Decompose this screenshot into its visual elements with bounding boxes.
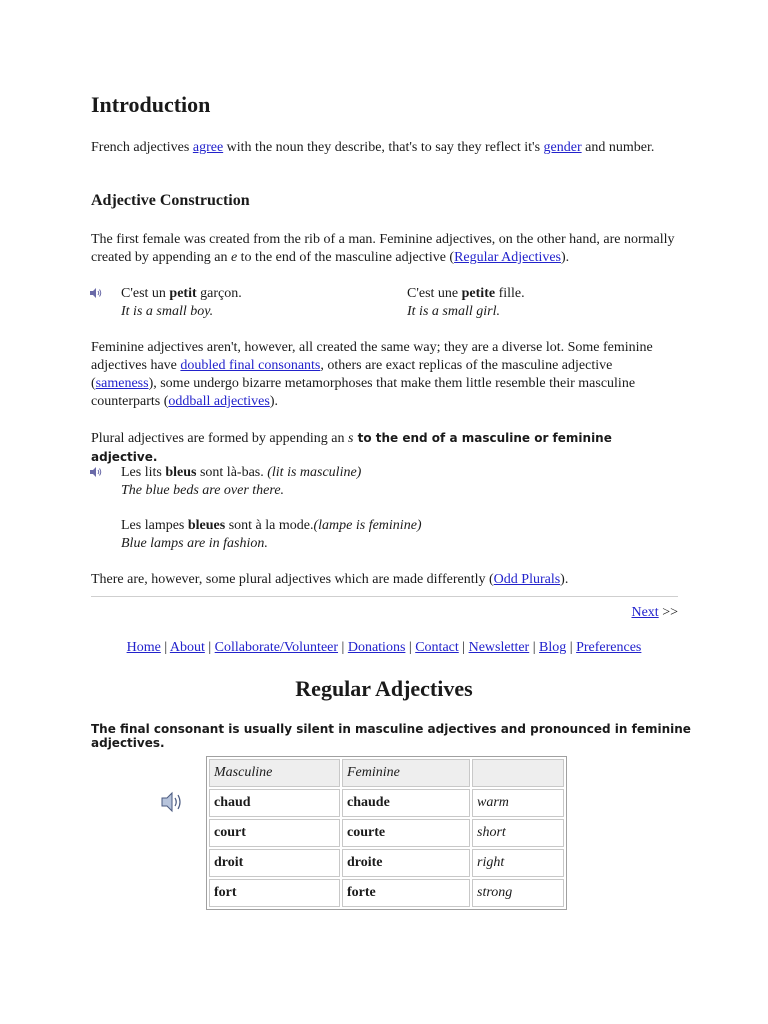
table-row bbox=[209, 849, 564, 877]
nav-donations-link[interactable]: Donations bbox=[347, 640, 406, 655]
example-masculine bbox=[121, 285, 242, 321]
section-title: Regular Adjectives bbox=[295, 676, 473, 701]
page-title: Introduction bbox=[91, 92, 211, 117]
text: Plural adjectives are formed by appending an bbox=[91, 431, 348, 446]
translation-cell: right bbox=[472, 849, 564, 877]
text: with the noun they describe, that's to say they reflect it's bbox=[223, 140, 544, 155]
intro-paragraph bbox=[91, 139, 681, 157]
feminine-paragraph bbox=[91, 339, 681, 411]
sameness-link[interactable]: sameness bbox=[95, 376, 149, 391]
example-feminine bbox=[407, 285, 525, 321]
text: French adjectives bbox=[91, 140, 193, 155]
nav-blog-link[interactable]: Blog bbox=[539, 640, 567, 655]
footer-nav: Home | About | Collaborate/Volunteer | Donations | Contact | Newsletter | Blog | Preferences bbox=[126, 640, 642, 655]
nav-about-link[interactable]: About bbox=[169, 640, 205, 655]
example-sentence bbox=[121, 464, 361, 482]
header-cell: Feminine bbox=[342, 759, 470, 787]
feminine-cell: droite bbox=[342, 849, 470, 877]
text: Feminine adjectives aren't, however, all created the same way; they are a diverse lot. Some feminine adjectives have bbox=[91, 340, 653, 373]
header-cell: Masculine bbox=[209, 759, 340, 787]
translation-cell: short bbox=[472, 819, 564, 847]
regular-adjectives-link[interactable]: Regular Adjectives bbox=[454, 250, 562, 265]
doubled-consonants-link[interactable]: doubled final consonants bbox=[180, 358, 321, 373]
feminine-cell: courte bbox=[342, 819, 470, 847]
text: e bbox=[230, 250, 238, 265]
table-row bbox=[209, 819, 564, 847]
nav-preferences-link[interactable]: Preferences bbox=[576, 640, 642, 655]
next-nav bbox=[631, 605, 678, 621]
translation-cell: strong bbox=[472, 879, 564, 907]
speaker-icon[interactable] bbox=[90, 467, 102, 477]
text: ). bbox=[269, 394, 278, 409]
nav-newsletter-link[interactable]: Newsletter bbox=[468, 640, 530, 655]
example-sentence bbox=[121, 285, 242, 303]
speaker-icon[interactable] bbox=[90, 288, 102, 298]
table-header-row bbox=[209, 759, 564, 787]
text: ). bbox=[560, 572, 569, 587]
text: (lit is masculine) bbox=[267, 465, 362, 480]
text: to the end of a masculine or feminine adjective. bbox=[91, 431, 612, 464]
odd-plurals-link[interactable]: Odd Plurals bbox=[493, 572, 561, 587]
text: garçon. bbox=[196, 286, 242, 301]
table-row bbox=[209, 789, 564, 817]
agree-link[interactable]: agree bbox=[192, 140, 224, 155]
nav-contact-link[interactable]: Contact bbox=[415, 640, 459, 655]
text: bleus bbox=[165, 465, 197, 480]
text: , others are exact replicas of the masculine adjective ( bbox=[91, 358, 613, 391]
next-arrows: >> bbox=[658, 605, 678, 620]
text: fille. bbox=[495, 286, 525, 301]
text: ), some undergo bizarre metamorphoses that make them little resemble their masculine counterparts ( bbox=[91, 376, 636, 409]
plural-paragraph bbox=[91, 429, 681, 467]
text: and number. bbox=[581, 140, 655, 155]
text: C'est une bbox=[407, 286, 462, 301]
text: Les lampes bbox=[121, 518, 188, 533]
masculine-cell: fort bbox=[209, 879, 340, 907]
regular-note: The final consonant is usually silent in masculine adjectives and pronounced in feminine adjectives. bbox=[91, 722, 691, 750]
nav-home-link[interactable]: Home bbox=[126, 640, 161, 655]
example-sentence bbox=[121, 517, 422, 535]
speaker-icon[interactable] bbox=[160, 790, 184, 814]
example-translation: It is a small girl. bbox=[407, 304, 500, 319]
masculine-cell: droit bbox=[209, 849, 340, 877]
text: There are, however, some plural adjectives which are made differently ( bbox=[91, 572, 494, 587]
text: sont à la mode. bbox=[225, 518, 314, 533]
oddball-adjectives-link[interactable]: oddball adjectives bbox=[168, 394, 270, 409]
text: Les lits bbox=[121, 465, 166, 480]
example-translation: The blue beds are over there. bbox=[121, 483, 285, 498]
nav-collaborate-link[interactable]: Collaborate/Volunteer bbox=[214, 640, 339, 655]
text: s bbox=[347, 431, 354, 446]
feminine-cell: forte bbox=[342, 879, 470, 907]
example-translation: Blue lamps are in fashion. bbox=[121, 536, 268, 551]
adjectives-table bbox=[206, 756, 567, 910]
masculine-cell: chaud bbox=[209, 789, 340, 817]
section-heading: Adjective Construction bbox=[91, 192, 250, 209]
gender-link[interactable]: gender bbox=[543, 140, 582, 155]
odd-plurals-paragraph bbox=[91, 571, 681, 589]
construction-paragraph bbox=[91, 231, 681, 267]
text: to the end of the masculine adjective ( bbox=[237, 250, 455, 265]
example-plural-feminine bbox=[121, 517, 422, 553]
text: ). bbox=[561, 250, 570, 265]
divider bbox=[91, 596, 678, 597]
header-cell bbox=[472, 759, 564, 787]
masculine-cell: court bbox=[209, 819, 340, 847]
example-plural-masculine bbox=[121, 464, 361, 500]
next-link[interactable]: Next bbox=[631, 605, 659, 620]
feminine-cell: chaude bbox=[342, 789, 470, 817]
text: petite bbox=[461, 286, 496, 301]
text: The first female was created from the rib of a man. Feminine adjectives, on the other hand, are normally created by appending an bbox=[91, 232, 675, 265]
text: petit bbox=[169, 286, 197, 301]
text: bleues bbox=[187, 518, 226, 533]
example-sentence bbox=[407, 285, 525, 303]
text: (lampe is feminine) bbox=[313, 518, 422, 533]
text: C'est un bbox=[121, 286, 170, 301]
translation-cell: warm bbox=[472, 789, 564, 817]
text: sont là-bas. bbox=[196, 465, 268, 480]
example-translation: It is a small boy. bbox=[121, 304, 214, 319]
table-row bbox=[209, 879, 564, 907]
